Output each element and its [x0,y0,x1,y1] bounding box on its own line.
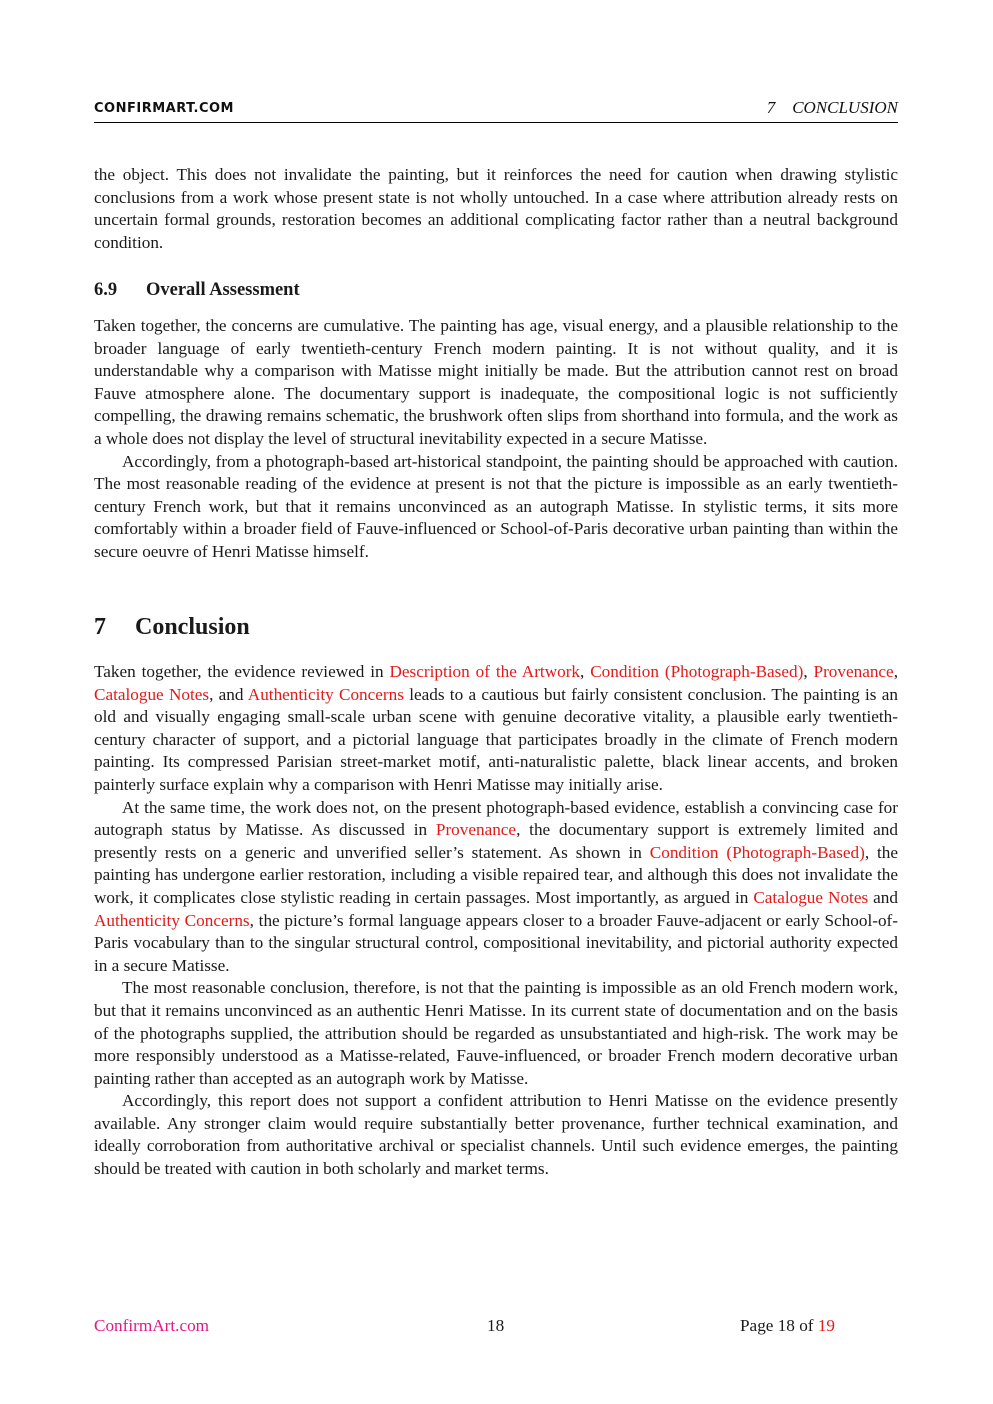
assessment-paragraph-2: Accordingly, from a photograph-based art-historical standpoint, the painting should be approached with caution. The most reasonable reading of the evidence at present is not that the picture is impossible as an early twentieth-century French work, but that it remains unconvinced as an autograph Matisse. In stylistic terms, it sits more comfortably within a broader field of Fauve-influenced or School-of-Paris decorative urban painting than within the secure oeuvre of Henri Matisse himself. [94,451,898,561]
site-logo[interactable]: CONFIRMART.COM [94,101,234,116]
running-section-title: 7 CONCLUSION [766,98,898,117]
link-condition[interactable]: Condition (Photograph-Based) [649,842,865,862]
section-title: Conclusion [135,614,250,640]
section-heading [94,614,250,641]
continued-paragraph: the object. This does not invalidate the painting, but it reinforces the need for caution when drawing stylistic conclusions from a work whose present state is not wholly untouched. In a case where attribution already rests on uncertain formal grounds, restoration becomes an additional complicating factor rather than a neutral background condition. [94,165,898,252]
link-description-of-artwork[interactable]: Description of the Artwork [389,662,581,681]
conclusion-paragraph-3: The most reasonable conclusion, therefore, is not that the painting is impossible as an old French modern work, but that it remains unconvinced as an authentic Henri Matisse. In its current state of documentation and on the basis of the photographs supplied, the attribution should be regarded as unsubstantiated and high-risk. The work may be more responsibly understood as a Matisse-related, Fauve-influenced, or broader French modern decorative urban painting rather than accepted as an autograph work by Matisse. [94,978,898,1088]
conclusion-paragraph-1: Taken together, the evidence reviewed in Description of the Artwork, Condition (Photograph-Based), Provenance, Catalogue Notes, and Authenticity Concerns leads to a cautious but fairly consistent conclusion. The painting is an old and visually engaging small-scale urban scene with genuine decorative vitality, a plausible early twentieth-century character of support, and a pictorial language that participates broadly in the climate of French modern painting. Its compressed Parisian street-market motif, anti-naturalistic palette, black linear accents, and broken painterly surface explain why a comparison with Henri Matisse may initially arise. [94,662,898,794]
subsection-title: Overall Assessment [146,280,300,300]
subsection-number: 6.9 [94,280,118,300]
link-authenticity-concerns[interactable]: Authenticity Concerns [247,684,404,704]
subsection-heading [94,280,300,301]
link-condition[interactable]: Condition (Photograph-Based) [590,662,804,681]
assessment-body [94,315,898,564]
conclusion-body [94,661,898,1181]
link-catalogue-notes[interactable]: Catalogue Notes [753,887,869,907]
conclusion-paragraph-2: At the same time, the work does not, on the present photograph-based evidence, establish a convincing case for autograph status by Matisse. As discussed in Provenance, the documentary support is extremely limited and presently rests on a generic and unverified seller’s statement. As shown in Condition (Photograph-Based), the painting has undergone earlier restoration, including a visible repaired tear, and although this does not invalidate the work, it complicates close stylistic reading in certain passages. Most importantly, as argued in Catalogue Notes and Authenticity Concerns, the picture’s formal language appears closer to a broader Fauve-adjacent or early School-of-Paris vocabulary than to the singular structural control, compositional inevitability, and pictorial authority expected in a secure Matisse. [94,797,898,975]
section-number: 7 [94,614,106,640]
footer-page-number: 18 [487,1316,505,1335]
link-provenance[interactable]: Provenance [813,662,894,681]
footer-page-count: Page 18 of 19 [740,1316,835,1335]
running-header [94,98,898,123]
conclusion-paragraph-4: Accordingly, this report does not support a confident attribution to Henri Matisse on the evidence presently available. Any stronger claim would require substantially better provenance, further technical examination, and ideally corroboration from authoritative archival or specialist channels. Until such evidence emerges, the painting should be treated with caution in both scholarly and market terms. [94,1091,898,1179]
footer-total-pages-link[interactable]: 19 [817,1316,835,1335]
link-catalogue-notes[interactable]: Catalogue Notes [94,684,210,704]
assessment-paragraph-1: Taken together, the concerns are cumulative. The painting has age, visual energy, and a plausible relationship to the broader language of early twentieth-century French modern painting. It is not without quality, and it is understandable why a comparison with Matisse might initially be made. But the attribution cannot rest on broad Fauve atmosphere alone. The documentary support is inadequate, the compositional logic is not sufficiently compelling, the drawing remains schematic, the brushwork often slips from shorthand into formula, and the work as a whole does not display the level of structural inevitability expected in a secure Matisse. [94,316,898,448]
link-provenance[interactable]: Provenance [435,820,517,840]
link-authenticity-concerns[interactable]: Authenticity Concerns [94,910,250,930]
footer-site-link[interactable]: ConfirmArt.com [94,1316,210,1335]
continued-paragraph-block [94,164,898,254]
